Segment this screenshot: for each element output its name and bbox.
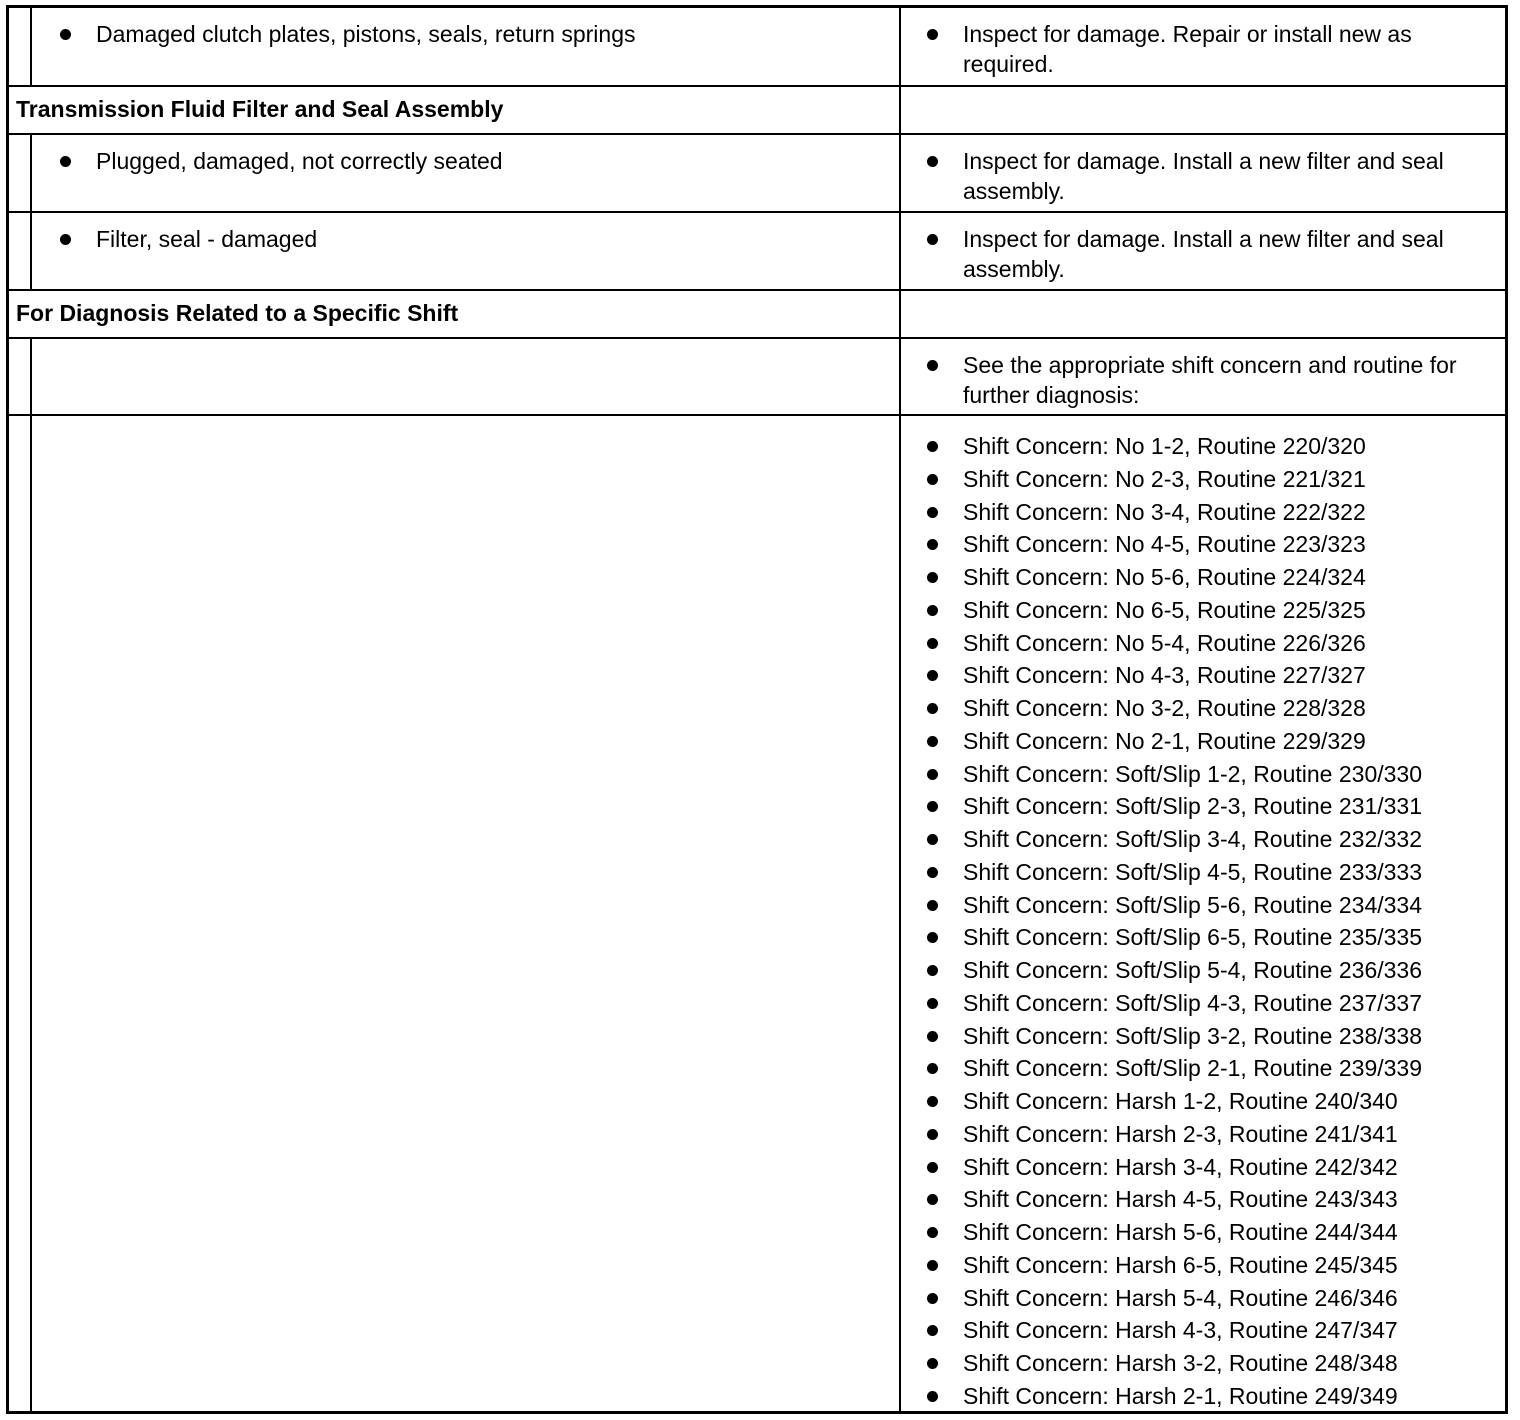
bullet-icon bbox=[927, 1031, 938, 1042]
bullet-icon bbox=[927, 156, 938, 167]
shift-concern-text: Shift Concern: Harsh 6-5, Routine 245/345 bbox=[963, 1251, 1398, 1278]
section-heading-row bbox=[9, 291, 1505, 339]
list-item bbox=[927, 987, 1495, 1020]
list-item bbox=[927, 1347, 1495, 1380]
bullet-icon bbox=[927, 965, 938, 976]
action-text: See the appropriate shift concern and routine for further diagnosis: bbox=[963, 352, 1457, 408]
cause-cell bbox=[32, 416, 899, 1411]
bullet-icon bbox=[927, 1293, 938, 1304]
list-item bbox=[927, 921, 1495, 954]
list-item bbox=[927, 1118, 1495, 1151]
list-item bbox=[927, 823, 1495, 856]
cause-bullet bbox=[60, 146, 889, 176]
shift-concern-text: Shift Concern: Soft/Slip 6-5, Routine 235/335 bbox=[963, 924, 1423, 951]
list-item bbox=[927, 954, 1495, 987]
cause-text: Plugged, damaged, not correctly seated bbox=[96, 148, 503, 174]
column-divider bbox=[899, 87, 901, 133]
action-text: Inspect for damage. Install a new filter and seal assembly. bbox=[963, 148, 1444, 204]
shift-concern-text: Shift Concern: Harsh 2-1, Routine 249/349 bbox=[963, 1382, 1398, 1409]
action-text: Inspect for damage. Repair or install new as required. bbox=[963, 21, 1412, 77]
bullet-icon bbox=[927, 360, 938, 371]
table-row bbox=[9, 416, 1505, 1411]
shift-concern-text: Shift Concern: Harsh 1-2, Routine 240/340 bbox=[963, 1088, 1398, 1114]
cause-cell bbox=[32, 135, 899, 211]
shift-concern-text: Shift Concern: No 6-5, Routine 225/325 bbox=[963, 596, 1366, 623]
list-item bbox=[927, 1249, 1495, 1282]
shift-concern-text: Shift Concern: No 2-3, Routine 221/321 bbox=[963, 465, 1366, 492]
cause-bullet bbox=[60, 19, 889, 49]
table-row bbox=[9, 8, 1505, 87]
bullet-icon bbox=[927, 1096, 938, 1107]
shift-concern-text: Shift Concern: Harsh 4-5, Routine 243/343 bbox=[963, 1186, 1398, 1213]
shift-concern-text: Shift Concern: Harsh 2-3, Routine 241/341 bbox=[963, 1120, 1398, 1147]
bullet-icon bbox=[927, 769, 938, 780]
bullet-icon bbox=[927, 474, 938, 485]
list-item bbox=[927, 1085, 1495, 1118]
bullet-icon bbox=[927, 703, 938, 714]
list-item bbox=[927, 463, 1495, 496]
cause-bullet bbox=[60, 224, 889, 254]
shift-concern-text: Shift Concern: Soft/Slip 2-3, Routine 231/331 bbox=[963, 793, 1423, 820]
bullet-icon bbox=[927, 234, 938, 245]
bullet-icon bbox=[927, 1391, 938, 1402]
bullet-icon bbox=[927, 834, 938, 845]
action-cell bbox=[901, 213, 1505, 289]
section-heading: Transmission Fluid Filter and Seal Assembly bbox=[16, 96, 504, 122]
action-bullet bbox=[927, 19, 1495, 79]
bullet-icon bbox=[927, 867, 938, 878]
list-item bbox=[927, 856, 1495, 889]
shift-concern-text: Shift Concern: Soft/Slip 2-1, Routine 239/339 bbox=[963, 1055, 1423, 1082]
table-row bbox=[9, 339, 1505, 416]
list-item bbox=[927, 1151, 1495, 1184]
shift-concern-text: Shift Concern: Soft/Slip 4-3, Routine 237/337 bbox=[963, 989, 1423, 1016]
action-cell bbox=[901, 339, 1505, 414]
shift-concern-text: Shift Concern: Soft/Slip 1-2, Routine 230/330 bbox=[963, 760, 1423, 787]
list-item bbox=[927, 692, 1495, 725]
list-item bbox=[927, 561, 1495, 594]
action-bullet bbox=[927, 146, 1495, 206]
list-item bbox=[927, 594, 1495, 627]
shift-concern-text: Shift Concern: No 1-2, Routine 220/320 bbox=[963, 433, 1366, 459]
list-item bbox=[927, 1282, 1495, 1315]
bullet-icon bbox=[927, 1260, 938, 1271]
action-bullet bbox=[927, 224, 1495, 284]
shift-concern-text: Shift Concern: Harsh 5-6, Routine 244/344 bbox=[963, 1219, 1398, 1245]
shift-concern-text: Shift Concern: Soft/Slip 3-4, Routine 232/332 bbox=[963, 826, 1423, 852]
shift-concern-text: Shift Concern: No 5-4, Routine 226/326 bbox=[963, 629, 1366, 656]
bullet-icon bbox=[927, 1129, 938, 1140]
shift-concern-list bbox=[927, 430, 1495, 1413]
shift-concern-text: Shift Concern: Soft/Slip 5-6, Routine 234/334 bbox=[963, 891, 1423, 918]
list-item bbox=[927, 790, 1495, 823]
bullet-icon bbox=[927, 900, 938, 911]
list-item bbox=[927, 528, 1495, 561]
bullet-icon bbox=[927, 29, 938, 40]
shift-concern-text: Shift Concern: No 4-3, Routine 227/327 bbox=[963, 662, 1366, 689]
section-heading: For Diagnosis Related to a Specific Shift bbox=[16, 300, 459, 326]
cause-text: Damaged clutch plates, pistons, seals, return springs bbox=[96, 21, 636, 47]
list-item bbox=[927, 889, 1495, 922]
list-item bbox=[927, 1380, 1495, 1413]
bullet-icon bbox=[927, 1227, 938, 1238]
cause-cell bbox=[32, 213, 899, 289]
bullet-icon bbox=[60, 234, 71, 245]
bullet-icon bbox=[927, 507, 938, 518]
bullet-icon bbox=[927, 572, 938, 583]
list-item bbox=[927, 1183, 1495, 1216]
bullet-icon bbox=[927, 1162, 938, 1173]
section-heading-row bbox=[9, 87, 1505, 135]
table-row bbox=[9, 213, 1505, 291]
indent-cell bbox=[9, 8, 32, 85]
cause-cell bbox=[32, 339, 899, 414]
list-item bbox=[927, 725, 1495, 758]
diagnosis-table bbox=[6, 5, 1508, 1414]
bullet-icon bbox=[60, 156, 71, 167]
bullet-icon bbox=[927, 1358, 938, 1369]
shift-concern-text: Shift Concern: Soft/Slip 3-2, Routine 238/338 bbox=[963, 1022, 1423, 1049]
column-divider bbox=[899, 291, 901, 337]
action-cell bbox=[901, 8, 1505, 85]
bullet-icon bbox=[927, 441, 938, 452]
indent-cell bbox=[9, 416, 32, 1411]
table-row bbox=[9, 135, 1505, 213]
shift-concern-text: Shift Concern: Soft/Slip 5-4, Routine 236/336 bbox=[963, 957, 1423, 983]
indent-cell bbox=[9, 213, 32, 289]
list-item bbox=[927, 430, 1495, 463]
list-item bbox=[927, 496, 1495, 529]
indent-cell bbox=[9, 135, 32, 211]
action-cell bbox=[901, 135, 1505, 211]
bullet-icon bbox=[927, 736, 938, 747]
list-item bbox=[927, 1314, 1495, 1347]
bullet-icon bbox=[927, 998, 938, 1009]
list-item bbox=[927, 627, 1495, 660]
shift-concern-text: Shift Concern: Soft/Slip 4-5, Routine 233/333 bbox=[963, 858, 1423, 885]
list-item bbox=[927, 1216, 1495, 1249]
shift-concern-text: Shift Concern: No 3-4, Routine 222/322 bbox=[963, 498, 1366, 525]
bullet-icon bbox=[60, 29, 71, 40]
action-cell bbox=[901, 416, 1505, 1411]
shift-concern-text: Shift Concern: Harsh 4-3, Routine 247/347 bbox=[963, 1317, 1398, 1344]
shift-concern-text: Shift Concern: No 4-5, Routine 223/323 bbox=[963, 531, 1366, 558]
shift-concern-text: Shift Concern: No 5-6, Routine 224/324 bbox=[963, 564, 1366, 590]
bullet-icon bbox=[927, 605, 938, 616]
action-text: Inspect for damage. Install a new filter and seal assembly. bbox=[963, 226, 1444, 282]
list-item bbox=[927, 758, 1495, 791]
list-item bbox=[927, 1052, 1495, 1085]
action-bullet bbox=[927, 350, 1495, 410]
list-item bbox=[927, 659, 1495, 692]
shift-concern-text: Shift Concern: No 2-1, Routine 229/329 bbox=[963, 727, 1366, 754]
cause-text: Filter, seal - damaged bbox=[96, 226, 318, 252]
cause-cell bbox=[32, 8, 899, 85]
indent-cell bbox=[9, 339, 32, 414]
shift-concern-text: Shift Concern: Harsh 3-4, Routine 242/342 bbox=[963, 1153, 1398, 1180]
list-item bbox=[927, 1020, 1495, 1053]
shift-concern-text: Shift Concern: No 3-2, Routine 228/328 bbox=[963, 695, 1366, 721]
shift-concern-text: Shift Concern: Harsh 3-2, Routine 248/348 bbox=[963, 1350, 1398, 1376]
shift-concern-text: Shift Concern: Harsh 5-4, Routine 246/346 bbox=[963, 1284, 1398, 1311]
bullet-icon bbox=[927, 638, 938, 649]
